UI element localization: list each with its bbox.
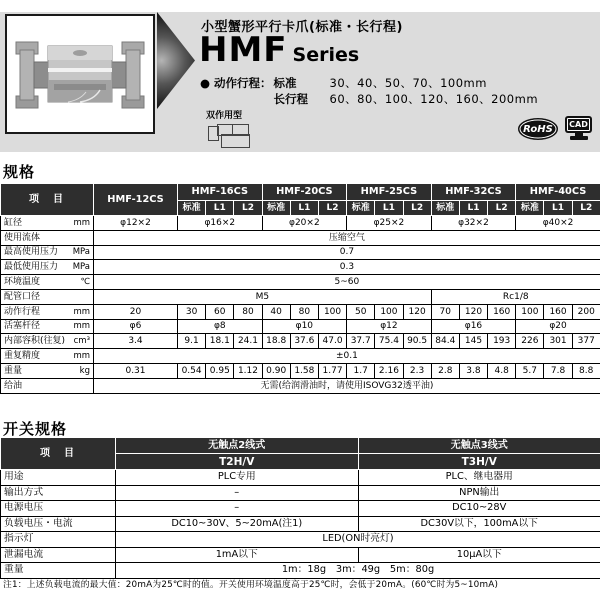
row-label-text: 电源电压 (4, 502, 44, 514)
spec-cell: 37.6 (290, 334, 318, 349)
row-label-wrap (4, 471, 112, 483)
switch-row (1, 532, 600, 548)
spec-model-header: HMF-12CS (94, 184, 178, 216)
switch-row (1, 547, 600, 563)
row-label-text: 负载电压・电流 (4, 517, 73, 529)
spec-cell: φ20 (516, 319, 600, 334)
spec-subcol-header: L2 (318, 201, 346, 216)
switch-cell: 10μA以下 (358, 547, 600, 563)
spec-subcol-header: 标准 (178, 201, 206, 216)
spec-cell: 8.8 (572, 363, 600, 378)
series-suffix: Series (292, 44, 360, 66)
spec-subcol-header: 标准 (431, 201, 459, 216)
arrow-decoration (157, 12, 195, 109)
spec-model-header: HMF-32CS (431, 184, 516, 201)
spec-cell: 301 (544, 334, 572, 349)
spec-row (1, 319, 600, 334)
row-label-wrap (4, 487, 112, 499)
switch-cell: – (116, 501, 359, 517)
spec-cell: 2.3 (403, 363, 431, 378)
row-label-wrap (4, 320, 90, 332)
product-photo (5, 14, 155, 134)
spec-row (1, 245, 600, 260)
spec-cell: 100 (375, 304, 403, 319)
row-label (1, 470, 116, 486)
switch-cell: DC10~28V (358, 501, 600, 517)
spec-row (1, 275, 600, 290)
spec-cell: 无需(给润滑油时，请使用ISOVG32透平油) (94, 378, 600, 393)
switch-row (1, 470, 600, 486)
switch-cell: DC10~30V、5~20mA(注1) (116, 516, 359, 532)
spec-item-header: 项 目 (1, 184, 94, 216)
spec-cell: φ10 (262, 319, 347, 334)
spec-cell: 0.54 (178, 363, 206, 378)
row-label-text: 重量 (4, 365, 23, 376)
stroke-info (200, 75, 538, 107)
spec-cell: 5~60 (94, 275, 600, 290)
spec-cell: 7.8 (544, 363, 572, 378)
spec-subcol-header: L2 (488, 201, 516, 216)
spec-row (1, 260, 600, 275)
spec-cell: 80 (234, 304, 262, 319)
spec-cell: φ16 (431, 319, 516, 334)
row-label-text: 最低使用压力 (4, 262, 59, 273)
footnote: 注1：上述负载电流的最大值：20mA为25℃时的值。开关使用环境温度高于25℃时，会低于20mA。(60℃时为5~10mA) (3, 580, 499, 590)
row-label (1, 349, 94, 364)
spec-cell: 75.4 (375, 334, 403, 349)
switch-cell: PLC、继电器用 (358, 470, 600, 486)
spec-cell: 47.0 (318, 334, 346, 349)
switch-model-header: T2H/V (116, 454, 359, 470)
double-acting-diagram-icon (206, 123, 254, 151)
row-label-text: 活塞杆径 (4, 321, 41, 332)
double-acting-label: 双作用型 (206, 111, 243, 121)
spec-cell: 24.1 (234, 334, 262, 349)
spec-cell: 100 (318, 304, 346, 319)
double-acting-block (206, 108, 254, 151)
switch-cell: NPN输出 (358, 485, 600, 501)
row-label-wrap (4, 533, 112, 545)
spec-cell: M5 (94, 289, 432, 304)
spec-cell: 90.5 (403, 334, 431, 349)
spec-subcol-header: L2 (572, 201, 600, 216)
row-unit: mm (73, 321, 90, 332)
spec-subcol-header: L1 (459, 201, 487, 216)
row-label-text: 用途 (4, 471, 24, 483)
gripper-image (10, 20, 150, 128)
switch-item-header: 项 目 (1, 438, 116, 470)
row-label (1, 501, 116, 517)
switch-table (0, 437, 600, 579)
row-label (1, 547, 116, 563)
spec-cell: 1.58 (290, 363, 318, 378)
switch-model-header: T3H/V (358, 454, 600, 470)
row-label-wrap (4, 350, 90, 362)
stroke-row-standard (200, 75, 538, 91)
spec-cell: 100 (516, 304, 544, 319)
row-unit: cm³ (73, 336, 90, 347)
row-label-text: 重复精度 (4, 351, 41, 362)
spec-cell: 60 (206, 304, 234, 319)
spec-cell: 18.8 (262, 334, 290, 349)
switch-row (1, 501, 600, 517)
stroke-type-long: 长行程 (273, 92, 309, 106)
spec-cell: 0.31 (94, 363, 178, 378)
row-label (1, 378, 94, 393)
row-label-wrap (4, 564, 112, 576)
row-label-text: 指示灯 (4, 533, 34, 545)
stroke-values-long: 60、80、100、120、160、200mm (329, 92, 539, 106)
switch-cell: DC30V以下，100mA以下 (358, 516, 600, 532)
row-label-text: 环境温度 (4, 277, 41, 288)
spec-cell: 120 (403, 304, 431, 319)
spec-cell: ±0.1 (94, 349, 600, 364)
spec-cell: 0.90 (262, 363, 290, 378)
spec-cell: 1.7 (347, 363, 375, 378)
spec-cell: φ6 (94, 319, 178, 334)
switch-cell: PLC专用 (116, 470, 359, 486)
spec-cell: 40 (262, 304, 290, 319)
rohs-badge-icon: RoHS (518, 118, 558, 140)
row-label-wrap (4, 518, 112, 530)
spec-section-title: 规格 (3, 163, 36, 181)
spec-subcol-header: L1 (544, 201, 572, 216)
spec-cell: 30 (178, 304, 206, 319)
spec-subcol-header: L2 (234, 201, 262, 216)
spec-cell: Rc1/8 (431, 289, 600, 304)
row-unit: ℃ (80, 277, 90, 288)
spec-cell: 1.77 (318, 363, 346, 378)
row-label (1, 230, 94, 245)
spec-cell: 2.8 (431, 363, 459, 378)
row-label (1, 363, 94, 378)
stroke-row-long (200, 91, 538, 107)
spec-model-header: HMF-20CS (262, 184, 347, 201)
row-label (1, 260, 94, 275)
switch-row (1, 485, 600, 501)
row-label-text: 配管口径 (4, 291, 41, 302)
spec-cell: 200 (572, 304, 600, 319)
spec-row (1, 230, 600, 245)
spec-cell: 5.7 (516, 363, 544, 378)
spec-table (0, 183, 600, 394)
spec-row (1, 349, 600, 364)
spec-cell: φ12 (347, 319, 432, 334)
spec-cell: 145 (459, 334, 487, 349)
row-label-wrap (4, 380, 90, 392)
spec-model-header: HMF-16CS (178, 184, 263, 201)
spec-cell: 0.95 (206, 363, 234, 378)
row-label-wrap (4, 335, 90, 347)
row-label-wrap (4, 217, 90, 229)
row-label (1, 289, 94, 304)
row-label-text: 泄漏电流 (4, 548, 44, 560)
spec-row (1, 334, 600, 349)
row-label (1, 319, 94, 334)
row-label (1, 245, 94, 260)
spec-cell: 120 (459, 304, 487, 319)
row-label-wrap (4, 365, 90, 377)
row-label-wrap (4, 261, 90, 273)
row-label (1, 304, 94, 319)
spec-cell: 84.4 (431, 334, 459, 349)
series-title (199, 30, 359, 70)
row-label-text: 使用流体 (4, 232, 41, 243)
spec-cell: 80 (290, 304, 318, 319)
category-title: 小型蟹形平行卡爪(标准・长行程) (201, 20, 403, 35)
spec-subcol-header: 标准 (347, 201, 375, 216)
spec-subcol-header: L1 (206, 201, 234, 216)
stroke-type-standard: 标准 (273, 76, 297, 90)
switch-cell: 1m：18g 3m：49g 5m：80g (116, 563, 600, 579)
row-label-text: 内部容积(往复) (4, 336, 66, 347)
spec-cell: 0.3 (94, 260, 600, 275)
switch-cell: LED(ON时亮灯) (116, 532, 600, 548)
switch-cell: – (116, 485, 359, 501)
spec-cell: 4.8 (488, 363, 516, 378)
switch-row (1, 516, 600, 532)
row-label-text: 缸径 (4, 217, 23, 228)
row-label-wrap (4, 549, 112, 561)
spec-cell: 70 (431, 304, 459, 319)
spec-cell: 50 (347, 304, 375, 319)
spec-cell: 160 (488, 304, 516, 319)
row-label-text: 输出方式 (4, 486, 44, 498)
switch-type-header: 无触点3线式 (358, 438, 600, 454)
spec-cell: 18.1 (206, 334, 234, 349)
spec-cell: φ16×2 (178, 216, 263, 231)
spec-row (1, 363, 600, 378)
switch-row (1, 563, 600, 579)
series-name: HMF (199, 30, 288, 70)
row-label-text: 重量 (4, 564, 24, 576)
row-label (1, 532, 116, 548)
stroke-values-standard: 30、40、50、70、100mm (329, 76, 487, 90)
row-label-wrap (4, 276, 90, 288)
spec-row (1, 289, 600, 304)
cad-badge-icon: CAD (565, 116, 592, 140)
spec-row (1, 378, 600, 393)
stroke-bullet-label: ● 动作行程： (200, 76, 272, 90)
row-label (1, 485, 116, 501)
spec-cell: 0.7 (94, 245, 600, 260)
switch-section-title: 开关规格 (3, 420, 68, 438)
row-label-wrap (4, 246, 90, 258)
row-label-wrap (4, 291, 90, 303)
row-label-text: 最高使用压力 (4, 247, 59, 258)
row-label (1, 334, 94, 349)
spec-cell: 3.4 (94, 334, 178, 349)
switch-cell: 1mA以下 (116, 547, 359, 563)
spec-cell: 压缩空气 (94, 230, 600, 245)
row-label-wrap (4, 232, 90, 244)
spec-cell: 1.12 (234, 363, 262, 378)
spec-subcol-header: 标准 (262, 201, 290, 216)
row-unit: mm (73, 306, 90, 317)
spec-subcol-header: L1 (290, 201, 318, 216)
spec-cell: 9.1 (178, 334, 206, 349)
spec-cell: 377 (572, 334, 600, 349)
spec-cell: 20 (94, 304, 178, 319)
row-label (1, 216, 94, 231)
spec-cell: 160 (544, 304, 572, 319)
row-unit: MPa (72, 247, 90, 258)
header-band (0, 12, 600, 152)
spec-cell: 2.16 (375, 363, 403, 378)
spec-cell: 37.7 (347, 334, 375, 349)
row-unit: kg (79, 365, 90, 376)
spec-cell: φ25×2 (347, 216, 432, 231)
spec-cell: φ20×2 (262, 216, 347, 231)
spec-cell: φ12×2 (94, 216, 178, 231)
spec-subcol-header: L1 (375, 201, 403, 216)
spec-cell: 226 (516, 334, 544, 349)
spec-row (1, 216, 600, 231)
switch-type-header: 无触点2线式 (116, 438, 359, 454)
spec-cell: φ32×2 (431, 216, 516, 231)
row-label-wrap (4, 306, 90, 318)
spec-model-header: HMF-40CS (516, 184, 600, 201)
row-label (1, 516, 116, 532)
spec-cell: 3.8 (459, 363, 487, 378)
spec-subcol-header: L2 (403, 201, 431, 216)
certification-badges (518, 116, 592, 140)
spec-cell: φ8 (178, 319, 263, 334)
row-label-text: 给油 (4, 380, 23, 391)
row-unit: mm (73, 217, 90, 228)
spec-model-header: HMF-25CS (347, 184, 432, 201)
row-label-text: 动作行程 (4, 306, 41, 317)
spec-subcol-header: 标准 (516, 201, 544, 216)
row-unit: mm (73, 351, 90, 362)
spec-row (1, 304, 600, 319)
row-unit: MPa (72, 262, 90, 273)
spec-cell: 193 (488, 334, 516, 349)
spec-cell: φ40×2 (516, 216, 600, 231)
row-label (1, 563, 116, 579)
row-label (1, 275, 94, 290)
row-label-wrap (4, 502, 112, 514)
